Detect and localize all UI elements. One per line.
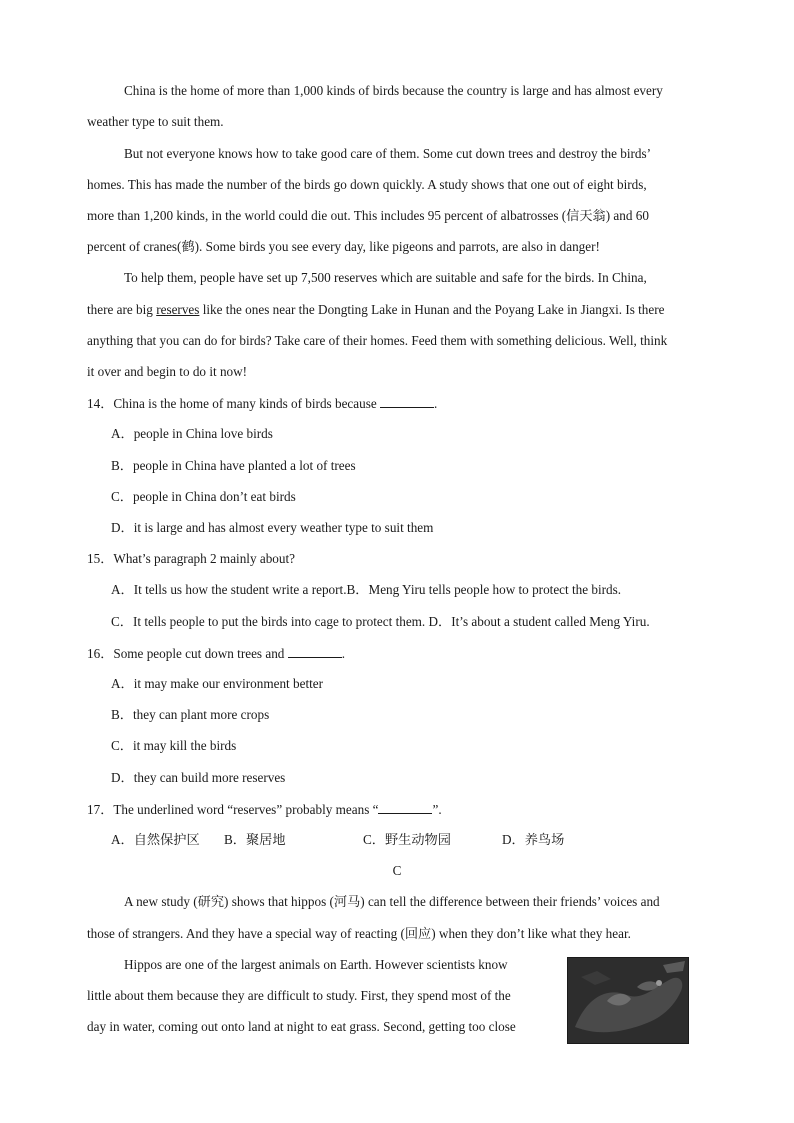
- question-17-option-c: C．野生动物园: [363, 832, 451, 847]
- question-14-stem: 14．China is the home of many kinds of birds because .: [87, 396, 438, 411]
- passage-b-p2-line2: homes. This has made the number of the birds go down quickly. A study shows that one out of eight birds,: [87, 177, 647, 192]
- question-14-option-a: A．people in China love birds: [111, 426, 273, 441]
- passage-c-p2-line3: day in water, coming out onto land at night to eat grass. Second, getting too close: [87, 1019, 516, 1034]
- question-14-option-b: B．people in China have planted a lot of trees: [111, 458, 356, 473]
- passage-b-p2-line4: percent of cranes(鹤). Some birds you see every day, like pigeons and parrots, are also in danger!: [87, 239, 600, 254]
- question-15-options-cd: C．It tells people to put the birds into cage to protect them. D．It’s about a student called Meng Yiru.: [111, 614, 650, 629]
- question-14-option-d: D．it is large and has almost every weather type to suit them: [111, 520, 434, 535]
- passage-c-p2-line2: little about them because they are difficult to study. First, they spend most of the: [87, 988, 511, 1003]
- section-heading-c: C: [392, 863, 402, 878]
- question-15-stem: 15．What’s paragraph 2 mainly about?: [87, 551, 296, 566]
- passage-c-p1-line2: those of strangers. And they have a special way of reacting (回应) when they don’t like what they hear.: [87, 926, 631, 941]
- question-16-option-a: A．it may make our environment better: [111, 676, 324, 691]
- hippo-photo: [567, 957, 689, 1044]
- underlined-word-reserves: reserves: [156, 302, 200, 317]
- passage-c-p1-line1: A new study (研究) shows that hippos (河马) can tell the difference between their friends’ voices and: [124, 894, 660, 909]
- question-17-option-d: D．养鸟场: [502, 832, 565, 847]
- answer-blank: [380, 395, 434, 408]
- question-14-option-c: C．people in China don’t eat birds: [111, 489, 296, 504]
- question-17-option-b: B．聚居地: [224, 832, 286, 847]
- hippo-photo-graphic: [567, 957, 689, 1044]
- passage-b-p3-line2: there are big reserves like the ones near the Dongting Lake in Hunan and the Poyang Lake in Jiangxi. Is there: [87, 302, 665, 317]
- passage-b-p1-line2: weather type to suit them.: [87, 114, 224, 129]
- question-16-stem: 16．Some people cut down trees and .: [87, 646, 345, 661]
- question-17-stem: 17．The underlined word “reserves” probably means “ ”.: [87, 802, 442, 817]
- answer-blank: [288, 645, 342, 658]
- passage-b-p3-line3: anything that you can do for birds? Take care of their homes. Feed them with something delicious. Well, think: [87, 333, 668, 348]
- question-15-options-ab: A．It tells us how the student write a report.B．Meng Yiru tells people how to protect the birds.: [111, 582, 622, 597]
- question-16-option-c: C．it may kill the birds: [111, 738, 237, 753]
- passage-b-p2-line1: But not everyone knows how to take good care of them. Some cut down trees and destroy the birds’: [124, 146, 652, 161]
- answer-blank: [378, 801, 432, 814]
- question-16-option-d: D．they can build more reserves: [111, 770, 286, 785]
- passage-b-p2-line3: more than 1,200 kinds, in the world could die out. This includes 95 percent of albatrosses (信天翁) and 60: [87, 208, 649, 223]
- passage-b-p3-line4: it over and begin to do it now!: [87, 364, 248, 379]
- question-17-option-a: A．自然保护区: [111, 832, 200, 847]
- passage-b-p1-line1: China is the home of more than 1,000 kinds of birds because the country is large and has almost every: [124, 83, 663, 98]
- passage-c-p2-line1: Hippos are one of the largest animals on Earth. However scientists know: [124, 957, 508, 972]
- question-16-option-b: B．they can plant more crops: [111, 707, 270, 722]
- passage-b-p3-line1: To help them, people have set up 7,500 reserves which are suitable and safe for the birds. In China,: [124, 270, 647, 285]
